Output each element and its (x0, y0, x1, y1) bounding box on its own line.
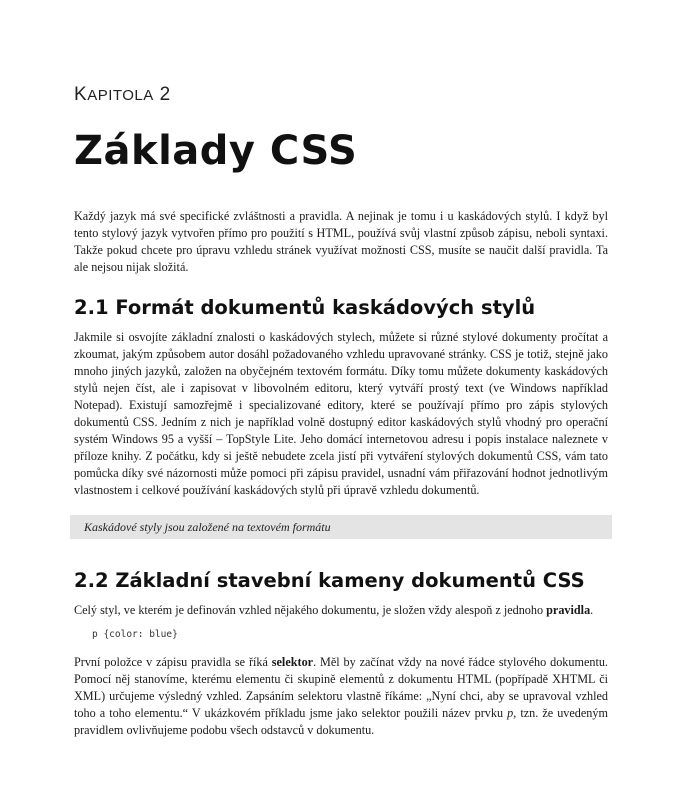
section-1-heading: 2.1 Formát dokumentů kaskádových stylů (74, 296, 536, 319)
section-2-paragraph-2 (74, 654, 608, 739)
callout-box: Kaskádové styly jsou založené na textovém formátu (70, 515, 612, 539)
chapter-label-rest: APITOLA (87, 87, 154, 104)
chapter-number: 2 (159, 84, 171, 105)
section-2-heading: 2.2 Základní stavební kameny dokumentů CSS (74, 569, 585, 592)
section-2-paragraph-1 (74, 602, 608, 619)
chapter-label-initial: K (74, 84, 88, 105)
p1-text-end: . (590, 603, 594, 617)
code-example: p {color: blue} (92, 629, 178, 640)
section-1-paragraph: Jakmile si osvojíte základní znalosti o kaskádových stylech, můžete si různé stylové dokumenty pročítat a zkoumat, jakým způsobem autor dosáhl požadovaného vzhledu upravované stránky. CSS je totiž, stejně jako mnoho jiných jazyků, založen na obyčejném textovém formátu. Díky tomu můžete dokumenty kaskádových stylů nejen číst, ale i zapisovat v libovolném editoru, který vytváří prostý text (ve Windows například Notepad). Existují samozřejmě i specializované editory, které se používají přímo pro zápis stylových dokumentů CSS. Jedním z nich je například volně dostupný editor kaskádových stylů vhodný pro operační systém Windows 95 a vyšší – TopStyle Lite. Jeho domácí internetovou adresu i popis instalace naleznete v příloze knihy. Z počátku, kdy si ještě nebudete zcela jistí při vytváření stylových dokumentů CSS, vám tato pomůcka díky své názornosti může pomoci při zápisu pravidel, usnadní vám přiřazování hodnot jednotlivým vlastnostem i celkové používání kaskádových stylů při úpravě vzhledu dokumentů. (74, 330, 608, 497)
intro-paragraph: Každý jazyk má své specifické zvláštnosti a pravidla. A nejinak je tomu i u kaskádových stylů. I když byl tento stylový jazyk vytvořen přímo pro použití s HTML, používá svůj vlastní způsob zápisu, neboli syntaxi. Takže pokud chcete pro úpravu vzhledu stránek využívat možnosti CSS, musíte se naučit další pravidla. Ta ale nejsou nijak složitá. (74, 209, 608, 274)
p1-bold-term: pravidla (546, 603, 591, 617)
chapter-label (74, 84, 608, 106)
p2-bold-term: selektor (271, 655, 314, 669)
chapter-title: Základy CSS (74, 128, 358, 174)
p2-text-a: První položce v zápisu pravidla se říká (74, 655, 272, 669)
p1-text-start: Celý styl, ve kterém je definován vzhled nějakého dokumentu, je složen vždy alespoň z jednoho (74, 603, 547, 617)
p2-italic-term: p (507, 706, 514, 720)
p2-text-b: . Měl by začínat vždy na nové řádce stylového dokumentu. Pomocí něj stanovíme, kterému elementu či skupině elementů z dokumentu HTML (popřípadě XHTML či XML) určujeme výsledný vzhled. Zapsáním selektoru vlastně říkáme: „Nyní chci, aby se upravoval vzhled toho a toho elementu.“ V ukázkovém příkladu jsme jako selektor použili název prvku (74, 655, 608, 720)
page-content (74, 84, 608, 739)
p2-text-c: , tzn. že uvedeným pravidlem ovlivňujeme podobu všech odstavců v dokumentu. (74, 706, 608, 737)
